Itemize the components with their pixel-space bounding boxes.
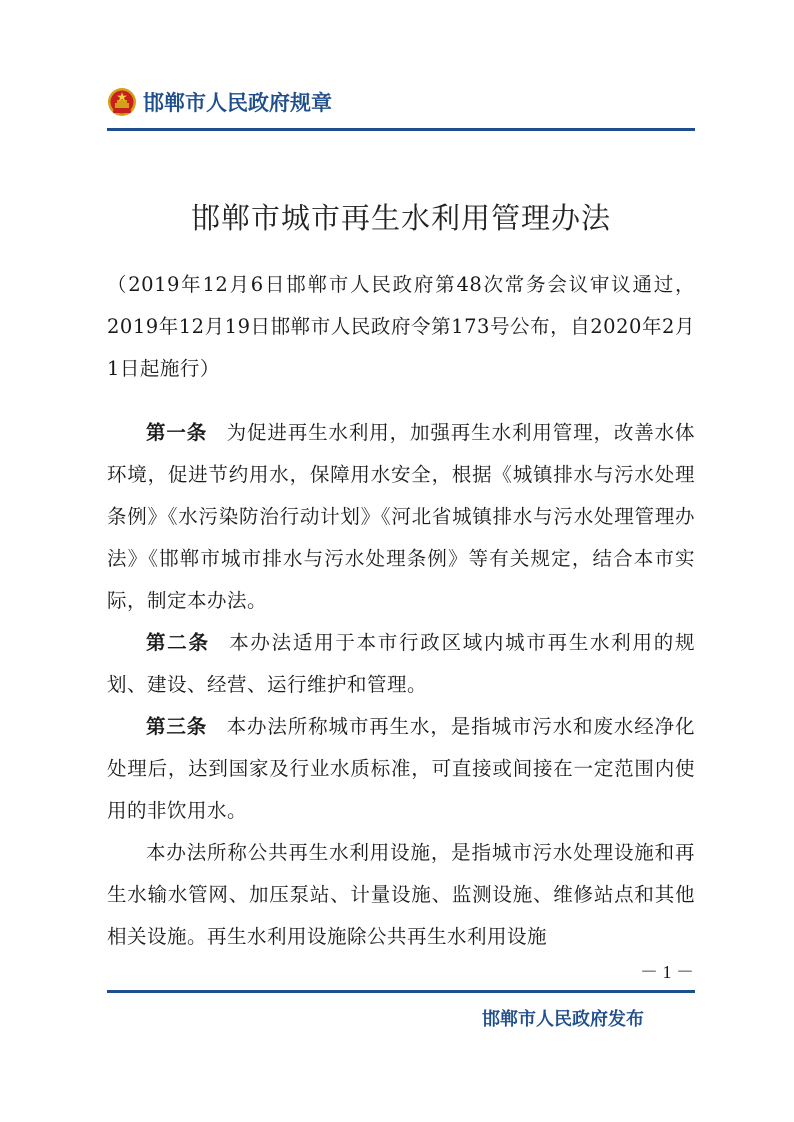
document-title: 邯郸市城市再生水利用管理办法 xyxy=(190,201,611,235)
page-number: － 1 － xyxy=(640,962,694,982)
national-emblem-icon xyxy=(107,87,137,117)
article-text: 为促进再生水利用，加强再生水利用管理，改善水体环境，促进节约用水，保障用水安全，根据《城镇排水与污水处理条例》《水污染防治行动计划》《河北省城镇排水与污水处理管理办法》《邯郸市城市排水与污水处理条例》等有关规定，结合本市实际，制定本办法。 xyxy=(107,421,695,612)
article-label: 第二条 xyxy=(146,631,210,654)
document-subtitle: （2019年12月6日邯郸市人民政府第48次常务会议审议通过，2019年12月19日邯郸市人民政府令第173号公布，自2020年2月1日起施行） xyxy=(107,273,695,380)
article-label: 第三条 xyxy=(146,715,208,738)
article-3 xyxy=(107,706,695,832)
paragraph: 本办法所称公共再生水利用设施，是指城市污水处理设施和再生水输水管网、加压泵站、计量设施、监测设施、维修站点和其他相关设施。再生水利用设施除公共再生水利用设施 xyxy=(107,841,695,948)
document-header xyxy=(107,84,332,120)
article-1 xyxy=(107,412,695,622)
article-text: 本办法适用于本市行政区域内城市再生水利用的规划、建设、经营、运行维护和管理。 xyxy=(107,631,695,696)
header-divider xyxy=(107,128,695,131)
document-body xyxy=(107,264,695,958)
article-2 xyxy=(107,622,695,706)
header-title: 邯郸市人民政府规章 xyxy=(143,91,332,115)
footer-divider xyxy=(107,990,695,993)
article-text: 本办法所称城市再生水，是指城市污水和废水经净化处理后，达到国家及行业水质标准，可直接或间接在一定范围内使用的非饮用水。 xyxy=(107,715,695,822)
article-label: 第一条 xyxy=(146,421,208,444)
publisher-label: 邯郸市人民政府发布 xyxy=(482,1009,644,1030)
